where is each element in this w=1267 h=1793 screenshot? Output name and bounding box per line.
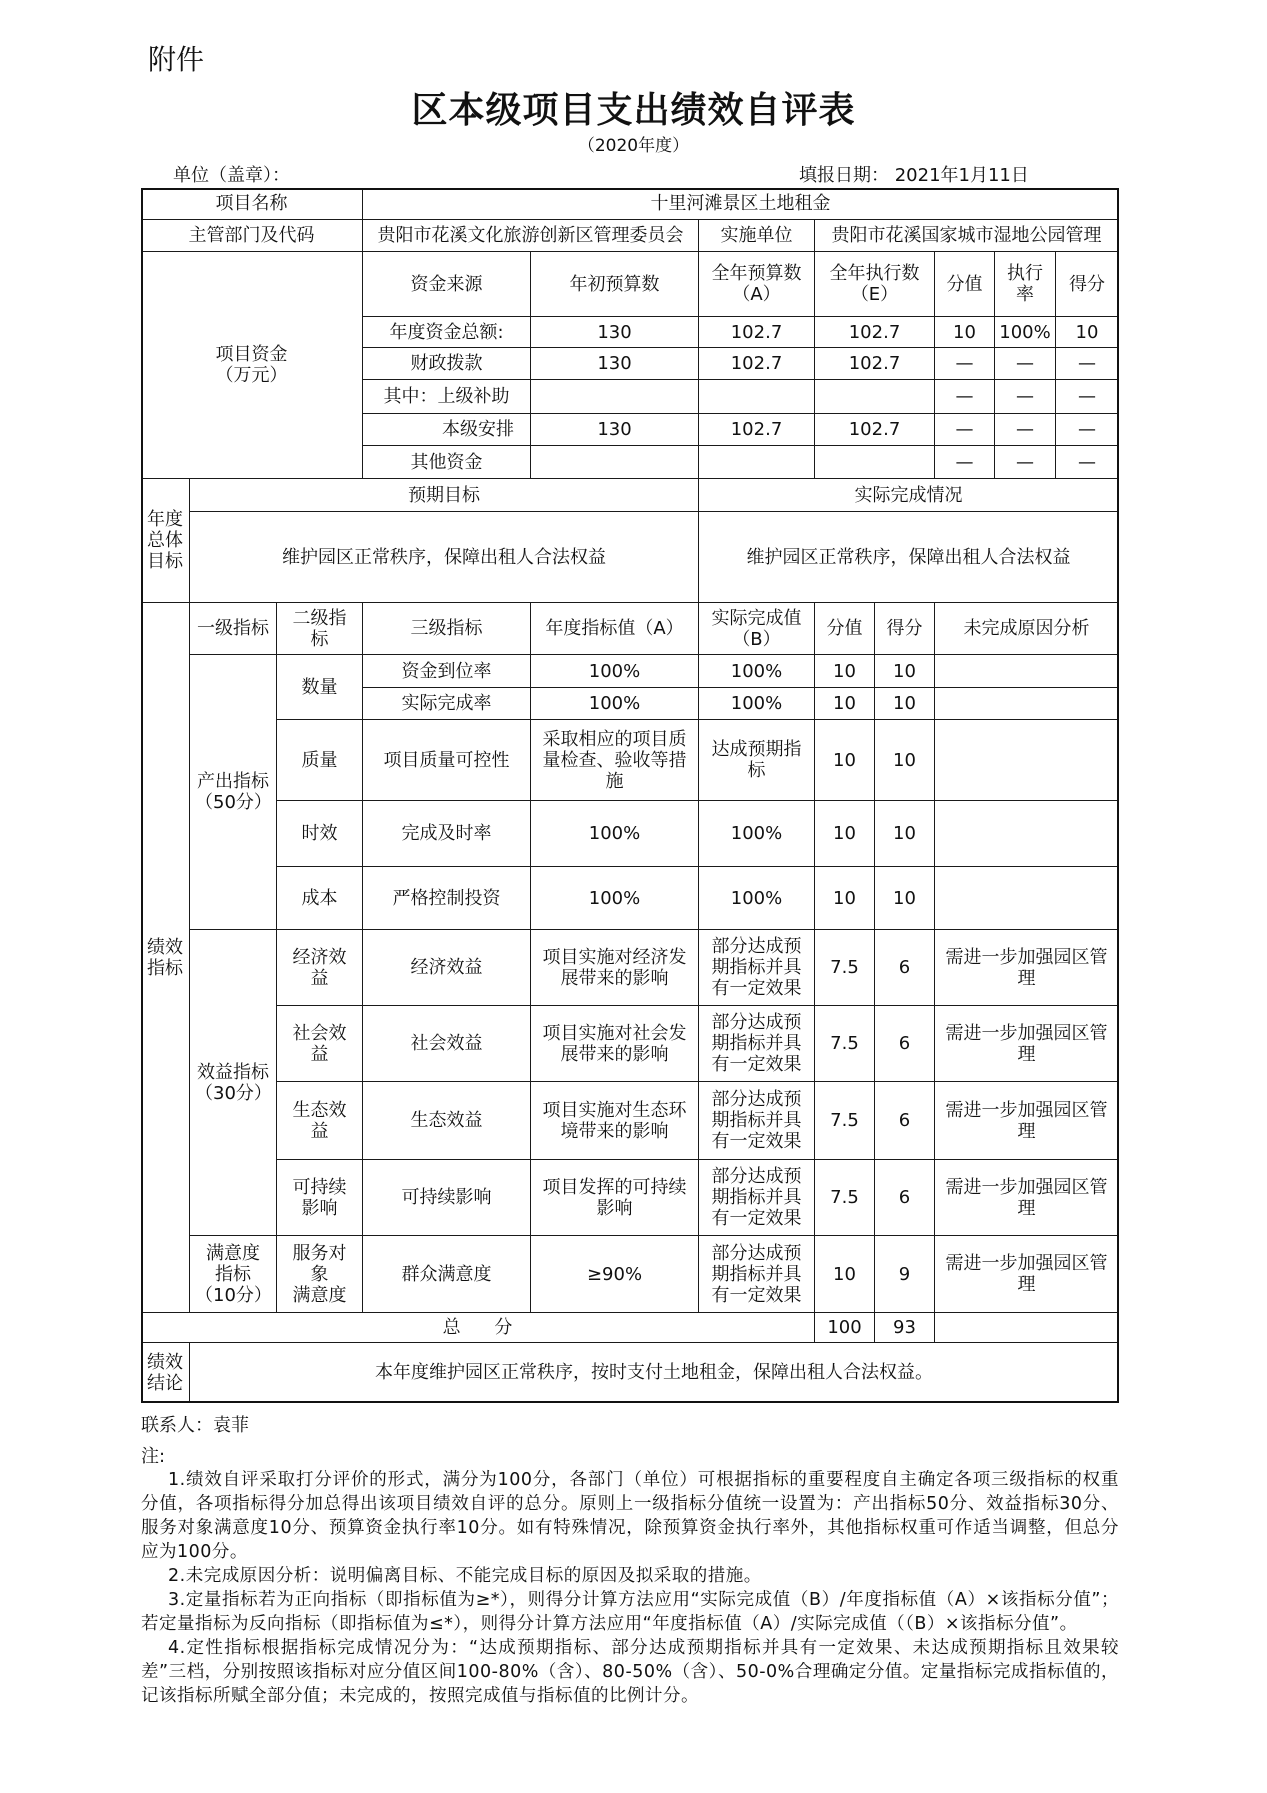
- indicator-header-level1: 一级指标: [190, 603, 277, 655]
- total-score: 93: [875, 1313, 935, 1343]
- implementing-unit-label: 实施单位: [699, 220, 815, 252]
- indicator-row-2-target: 采取相应的项目质 量检查、验收等措 施: [531, 720, 699, 801]
- funds-row-3-source: 本级安排: [363, 414, 531, 446]
- annual-goals-label: 年度 总体 目标: [141, 479, 190, 603]
- indicator-row-6-weight: 7.5: [815, 1006, 875, 1082]
- funds-row-1-score: —: [1056, 348, 1119, 380]
- indicator-row-0-reason: [935, 655, 1119, 688]
- indicator-row-3-reason: [935, 801, 1119, 867]
- indicator-row-3-score: 10: [875, 801, 935, 867]
- indicator-level2-5: 社会效 益: [277, 1006, 363, 1082]
- total-blank-cell: [935, 1313, 1119, 1343]
- fill-date: 填报日期： 2021年1月11日: [799, 165, 1029, 186]
- funds-row-1-rate: —: [995, 348, 1056, 380]
- unit-seal-label: 单位（盖章）：: [173, 165, 290, 186]
- indicator-header-reason: 未完成原因分析: [935, 603, 1119, 655]
- note-1: 1.绩效自评采取打分评价的形式，满分为100分，各部门（单位）可根据指标的重要程度自主确定各项三级指标的权重分值，各项指标得分加总得出该项目绩效自评的总分。原则上一级指标分值统一设置为：产出指标50分、效益指标30分、服务对象满意度10分、预算资金执行率10分。如有特殊情况，除预算资金执行率外，其他指标权重可作适当调整，但总分应为100分。: [141, 1470, 1119, 1562]
- indicator-row-6-actual: 部分达成预 期指标并具 有一定效果: [699, 1006, 815, 1082]
- funds-row-1-source: 财政拨款: [363, 348, 531, 380]
- expected-goal-text: 维护园区正常秩序，保障出租人合法权益: [190, 512, 699, 603]
- funds-row-4-budget: [699, 446, 815, 479]
- implementing-unit-value: 贵阳市花溪国家城市湿地公园管理: [815, 220, 1119, 252]
- funds-row-2-rate: —: [995, 380, 1056, 414]
- funds-row-0-executed: 102.7: [815, 317, 935, 348]
- indicator-row-6-target: 项目实施对社会发 展带来的影响: [531, 1006, 699, 1082]
- funds-row-4-initial: [531, 446, 699, 479]
- indicator-row-7-actual: 部分达成预 期指标并具 有一定效果: [699, 1082, 815, 1160]
- contact-person: 联系人：袁菲: [141, 1415, 249, 1436]
- indicator-row-6-score: 6: [875, 1006, 935, 1082]
- indicator-header-target: 年度指标值（A）: [531, 603, 699, 655]
- indicator-row-7-weight: 7.5: [815, 1082, 875, 1160]
- indicator-header-actual: 实际完成值 （B）: [699, 603, 815, 655]
- project-name-label: 项目名称: [141, 188, 363, 220]
- indicator-level2-7: 可持续 影响: [277, 1160, 363, 1236]
- indicator-header-weight: 分值: [815, 603, 875, 655]
- attachment-label: 附件: [148, 43, 205, 76]
- note-3: 3.定量指标若为正向指标（即指标值为≥*），则得分计算方法应用“实际完成值（B）/年度指标值（A）×该指标分值”；若定量指标为反向指标（即指标值为≤*），则得分计算方法应用“年度指标值（A）/实际完成值（（B）×该指标分值”。: [141, 1590, 1119, 1634]
- indicator-row-0-actual: 100%: [699, 655, 815, 688]
- funds-row-2-executed: [815, 380, 935, 414]
- indicator-header-level3: 三级指标: [363, 603, 531, 655]
- indicator-level1-1: 效益指标 （30分）: [190, 930, 277, 1236]
- indicator-row-1-weight: 10: [815, 688, 875, 720]
- funds-row-3-rate: —: [995, 414, 1056, 446]
- funds-row-3-score: —: [1056, 414, 1119, 446]
- funds-header-1: 年初预算数: [531, 252, 699, 317]
- notes-label: 注:: [141, 1446, 166, 1467]
- indicator-row-5-score: 6: [875, 930, 935, 1006]
- indicator-row-7-score: 6: [875, 1082, 935, 1160]
- indicator-row-1-target: 100%: [531, 688, 699, 720]
- indicator-row-9-actual: 部分达成预 期指标并具 有一定效果: [699, 1236, 815, 1313]
- notes: [141, 1468, 1119, 1708]
- indicator-row-4-reason: [935, 867, 1119, 930]
- indicator-row-2-level3: 项目质量可控性: [363, 720, 531, 801]
- total-weight: 100: [815, 1313, 875, 1343]
- funds-row-3-budget: 102.7: [699, 414, 815, 446]
- indicator-level2-2: 时效: [277, 801, 363, 867]
- funds-row-2-score: —: [1056, 380, 1119, 414]
- indicator-level2-6: 生态效 益: [277, 1082, 363, 1160]
- funds-row-0-rate: 100%: [995, 317, 1056, 348]
- indicator-row-8-target: 项目发挥的可持续 影响: [531, 1160, 699, 1236]
- indicator-row-5-target: 项目实施对经济发 展带来的影响: [531, 930, 699, 1006]
- indicator-header-score: 得分: [875, 603, 935, 655]
- indicator-row-6-reason: 需进一步加强园区管 理: [935, 1006, 1119, 1082]
- funds-row-2-initial: [531, 380, 699, 414]
- indicator-row-8-actual: 部分达成预 期指标并具 有一定效果: [699, 1160, 815, 1236]
- funds-row-4-rate: —: [995, 446, 1056, 479]
- conclusion-text: 本年度维护园区正常秩序，按时支付土地租金，保障出租人合法权益。: [190, 1343, 1119, 1403]
- indicator-level1-2: 满意度 指标 （10分）: [190, 1236, 277, 1313]
- indicator-row-1-level3: 实际完成率: [363, 688, 531, 720]
- funds-header-6: 得分: [1056, 252, 1119, 317]
- indicator-row-2-reason: [935, 720, 1119, 801]
- indicator-row-1-actual: 100%: [699, 688, 815, 720]
- funds-row-1-budget: 102.7: [699, 348, 815, 380]
- note-4: 4.定性指标根据指标完成情况分为：“达成预期指标、部分达成预期指标并具有一定效果、未达成预期指标且效果较差”三档，分别按照该指标对应分值区间100-80%（含）、80-50%（含）、50-0%合理确定分值。定量指标完成指标值的，记该指标所赋全部分值；未完成的，按照完成值与指标值的比例计分。: [141, 1638, 1119, 1706]
- expected-goal-header: 预期目标: [190, 479, 699, 512]
- indicator-row-8-weight: 7.5: [815, 1160, 875, 1236]
- indicator-row-6-level3: 社会效益: [363, 1006, 531, 1082]
- indicator-row-2-actual: 达成预期指 标: [699, 720, 815, 801]
- funds-row-4-executed: [815, 446, 935, 479]
- page-title: 区本级项目支出绩效自评表: [411, 90, 856, 131]
- indicator-level2-0: 数量: [277, 655, 363, 720]
- indicator-row-0-target: 100%: [531, 655, 699, 688]
- indicator-level2-8: 服务对 象 满意度: [277, 1236, 363, 1313]
- indicator-row-9-score: 9: [875, 1236, 935, 1313]
- funds-header-3: 全年执行数 （E）: [815, 252, 935, 317]
- funds-row-0-weight: 10: [935, 317, 995, 348]
- funds-row-0-budget: 102.7: [699, 317, 815, 348]
- indicator-row-5-level3: 经济效益: [363, 930, 531, 1006]
- funds-row-4-weight: —: [935, 446, 995, 479]
- indicator-row-4-target: 100%: [531, 867, 699, 930]
- indicator-row-3-level3: 完成及时率: [363, 801, 531, 867]
- funds-row-3-executed: 102.7: [815, 414, 935, 446]
- indicator-level2-3: 成本: [277, 867, 363, 930]
- supervising-dept-value: 贵阳市花溪文化旅游创新区管理委员会: [363, 220, 699, 252]
- project-name-value: 十里河滩景区土地租金: [363, 188, 1119, 220]
- total-label: 总 分: [141, 1313, 815, 1343]
- indicator-row-1-reason: [935, 688, 1119, 720]
- indicator-row-8-reason: 需进一步加强园区管 理: [935, 1160, 1119, 1236]
- indicator-row-5-actual: 部分达成预 期指标并具 有一定效果: [699, 930, 815, 1006]
- indicator-row-0-level3: 资金到位率: [363, 655, 531, 688]
- indicator-row-5-weight: 7.5: [815, 930, 875, 1006]
- performance-indicators-label: 绩效 指标: [141, 603, 190, 1313]
- indicator-row-9-weight: 10: [815, 1236, 875, 1313]
- indicator-row-3-weight: 10: [815, 801, 875, 867]
- indicator-row-8-score: 6: [875, 1160, 935, 1236]
- indicator-level2-4: 经济效 益: [277, 930, 363, 1006]
- indicator-row-7-reason: 需进一步加强园区管 理: [935, 1082, 1119, 1160]
- indicator-row-2-weight: 10: [815, 720, 875, 801]
- indicator-level2-1: 质量: [277, 720, 363, 801]
- indicator-level1-0: 产出指标 （50分）: [190, 655, 277, 930]
- actual-completion-header: 实际完成情况: [699, 479, 1119, 512]
- funds-header-5: 执行 率: [995, 252, 1056, 317]
- funds-row-3-weight: —: [935, 414, 995, 446]
- indicator-row-4-actual: 100%: [699, 867, 815, 930]
- actual-completion-text: 维护园区正常秩序，保障出租人合法权益: [699, 512, 1119, 603]
- indicator-row-7-target: 项目实施对生态环 境带来的影响: [531, 1082, 699, 1160]
- indicator-row-1-score: 10: [875, 688, 935, 720]
- funds-header-4: 分值: [935, 252, 995, 317]
- funds-row-4-source: 其他资金: [363, 446, 531, 479]
- indicator-row-4-score: 10: [875, 867, 935, 930]
- project-funds-label: 项目资金 （万元）: [141, 252, 363, 479]
- conclusion-label: 绩效 结论: [141, 1343, 190, 1403]
- indicator-row-7-level3: 生态效益: [363, 1082, 531, 1160]
- indicator-row-9-level3: 群众满意度: [363, 1236, 531, 1313]
- funds-row-1-initial: 130: [531, 348, 699, 380]
- funds-row-2-source: 其中：上级补助: [363, 380, 531, 414]
- funds-row-0-score: 10: [1056, 317, 1119, 348]
- indicator-row-8-level3: 可持续影响: [363, 1160, 531, 1236]
- indicator-row-3-actual: 100%: [699, 801, 815, 867]
- funds-row-2-weight: —: [935, 380, 995, 414]
- indicator-row-4-level3: 严格控制投资: [363, 867, 531, 930]
- funds-row-1-executed: 102.7: [815, 348, 935, 380]
- funds-row-0-initial: 130: [531, 317, 699, 348]
- indicator-row-4-weight: 10: [815, 867, 875, 930]
- indicator-header-level2: 二级指 标: [277, 603, 363, 655]
- funds-header-0: 资金来源: [363, 252, 531, 317]
- funds-row-1-weight: —: [935, 348, 995, 380]
- funds-row-3-initial: 130: [531, 414, 699, 446]
- indicator-row-5-reason: 需进一步加强园区管 理: [935, 930, 1119, 1006]
- note-2: 2.未完成原因分析：说明偏离目标、不能完成目标的原因及拟采取的措施。: [168, 1566, 762, 1586]
- indicator-row-0-score: 10: [875, 655, 935, 688]
- funds-row-0-source: 年度资金总额:: [363, 317, 531, 348]
- indicator-row-9-target: ≥90%: [531, 1236, 699, 1313]
- fiscal-year: （2020年度）: [577, 136, 690, 156]
- indicator-row-2-score: 10: [875, 720, 935, 801]
- supervising-dept-label: 主管部门及代码: [141, 220, 363, 252]
- funds-row-4-score: —: [1056, 446, 1119, 479]
- indicator-row-9-reason: 需进一步加强园区管 理: [935, 1236, 1119, 1313]
- funds-row-2-budget: [699, 380, 815, 414]
- funds-header-2: 全年预算数 （A）: [699, 252, 815, 317]
- indicator-row-0-weight: 10: [815, 655, 875, 688]
- indicator-row-3-target: 100%: [531, 801, 699, 867]
